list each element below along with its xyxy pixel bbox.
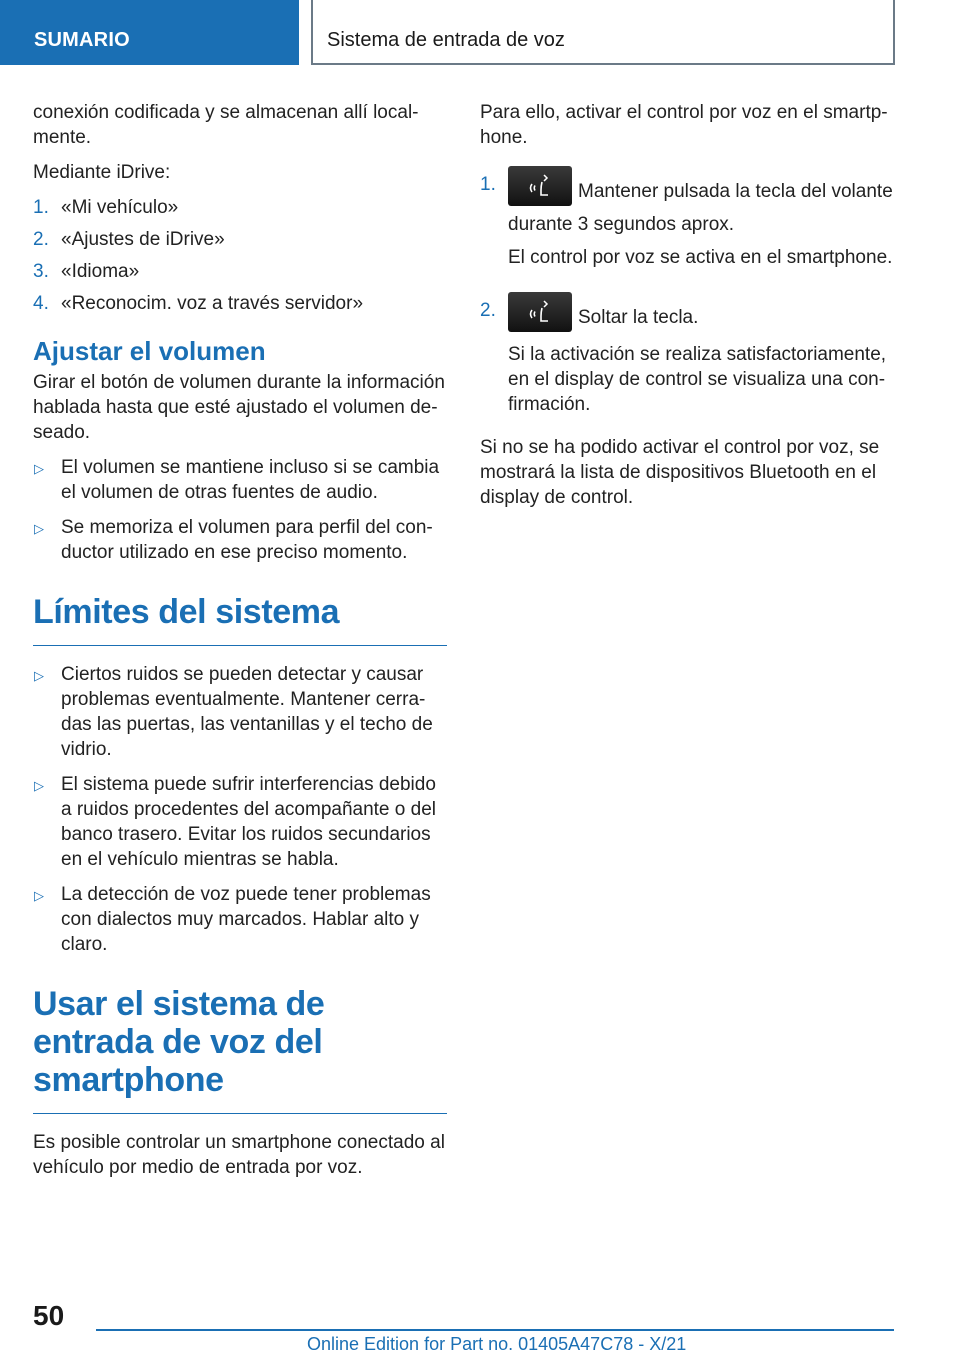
left-column [33,100,447,1190]
intro-paragraph: conexión codificada y se almacenan allí localmente. [33,102,419,148]
volume-paragraph: Girar el botón de volumen durante la información hablada hasta que esté ajustado el volumen deseado. [33,372,445,443]
triangle-bullet-icon: ▷ [34,668,44,683]
step-number: 2. [480,300,496,321]
step-instruction [508,172,900,237]
step-body [508,172,900,290]
step-result: Si la activación se realiza satisfactoriamente, en el display de control se visualiza una confirmación. [508,344,887,415]
step-text: «Idioma» [61,261,140,282]
right-column [480,100,900,520]
limits-heading-block [33,593,447,646]
list-item [480,172,900,290]
list-item [33,662,447,762]
list-item [33,259,447,284]
step-text: «Mi vehículo» [61,197,179,218]
footer-divider [96,1329,894,1331]
smartphone-heading-block [33,985,447,1114]
step-number: 1. [33,197,49,218]
list-item [33,772,447,872]
step-number: 2. [33,229,49,250]
smartphone-paragraph: Es posible controlar un smartphone conectado al vehículo por medio de entrada por voz. [33,1132,445,1178]
step-result: El control por voz se activa en el smartphone. [508,247,893,268]
smartphone-heading: Usar el sistema de entrada de voz del smartphone [33,985,325,1099]
list-item [33,195,447,220]
step-text: Soltar la tecla. [578,307,699,329]
triangle-bullet-icon: ▷ [34,778,44,793]
contents-tab[interactable]: SUMARIO [0,0,299,65]
voice-control-button-icon [508,292,572,332]
idrive-steps [33,195,447,316]
edition-link[interactable]: Online Edition for Part no. 01405A47C78 - X/21 [307,1334,687,1354]
fail-paragraph: Si no se ha podido activar el control por voz, se mostrará la lista de dispositivos Bluetooth en el display de control. [480,437,880,508]
bullet-text: El volumen se mantiene incluso si se cambia el volumen de otras fuentes de audio. [61,457,440,503]
step-body [508,298,900,427]
list-item [33,227,447,252]
triangle-bullet-icon: ▷ [34,461,44,476]
step-number: 4. [33,293,49,314]
list-item [480,298,900,427]
triangle-bullet-icon: ▷ [34,888,44,903]
step-number: 3. [33,261,49,282]
step-text: Mantener pulsada la tecla del volante durante 3 segundos aprox. [508,181,893,235]
voice-waves-icon [528,172,552,200]
list-item [33,882,447,957]
list-item [33,455,447,505]
voice-waves-icon [528,298,552,326]
idrive-label: Mediante iDrive: [33,162,171,183]
step-text: «Reconocim. voz a través servidor» [61,293,364,314]
right-intro-paragraph: Para ello, activar el control por voz en el smartphone. [480,102,888,148]
page-number: 50 [33,1300,65,1331]
section-header [311,0,895,65]
list-item [33,291,447,316]
list-item [33,515,447,565]
volume-bullets [33,455,447,565]
triangle-bullet-icon: ▷ [34,521,44,536]
bullet-text: La detección de voz puede tener problemas con dialectos muy marcados. Hablar alto y claro. [61,884,431,955]
bullet-text: Ciertos ruidos se pueden detectar y causar problemas eventualmente. Mantener cerradas las puertas, las ventanillas y el techo de vidrio. [61,664,433,760]
bullet-text: Se memoriza el volumen para perfil del conductor utilizado en ese preciso momento. [61,517,433,563]
volume-heading: Ajustar el volumen [33,336,266,366]
bullet-text: El sistema puede sufrir interferencias debido a ruidos procedentes del acompañante o del banco trasero. Evitar los ruidos secundarios en el vehículo mientras se habla. [61,774,436,870]
step-instruction [508,298,900,338]
section-title: Sistema de entrada de voz [327,29,565,51]
voice-control-button-icon [508,166,572,206]
limits-heading: Límites del sistema [33,593,340,631]
limits-bullets [33,662,447,957]
step-number: 1. [480,174,496,195]
step-text: «Ajustes de iDrive» [61,229,225,250]
